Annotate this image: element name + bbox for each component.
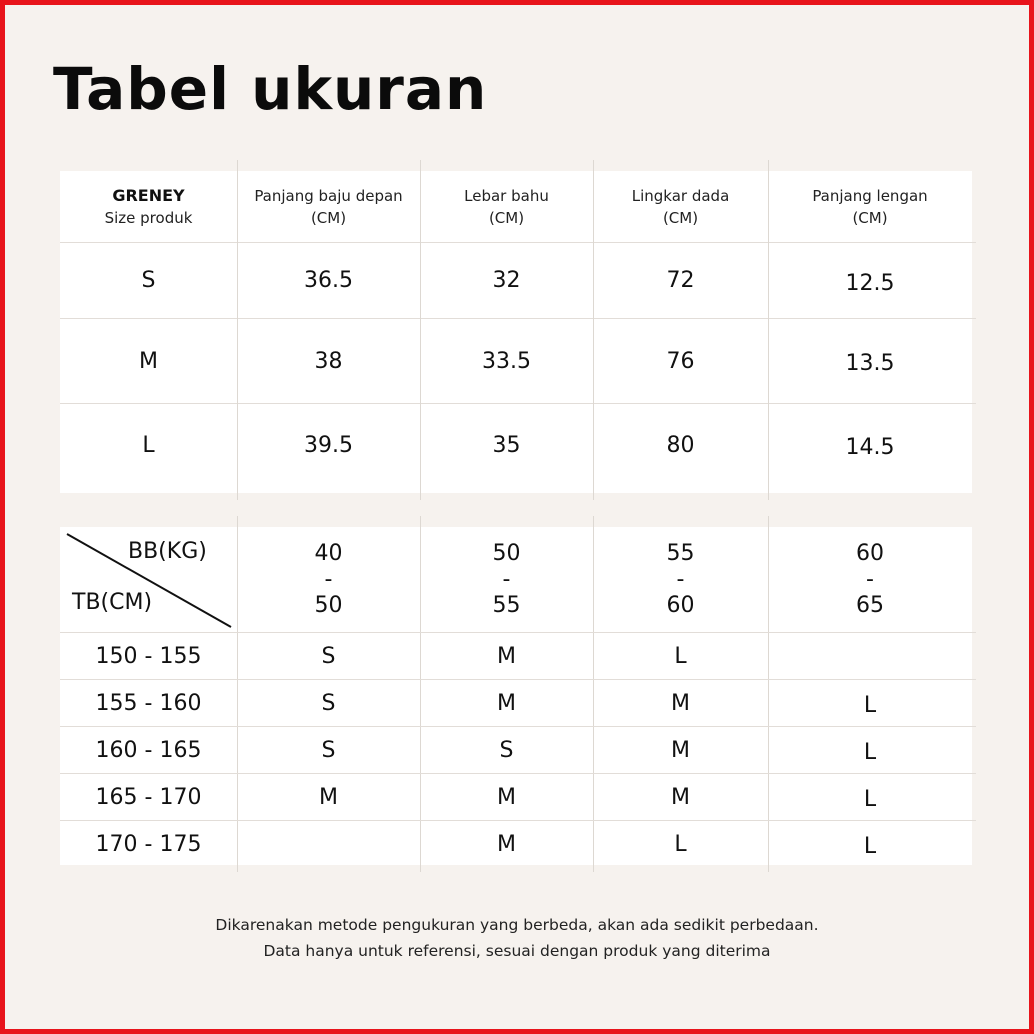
column-header bbox=[768, 171, 972, 242]
range-from: 50 bbox=[492, 540, 521, 566]
table-cell: 33.5 bbox=[482, 348, 531, 374]
fit-cell: M bbox=[497, 784, 516, 810]
size-label: M bbox=[139, 348, 158, 374]
fit-cell: L bbox=[674, 831, 687, 857]
fit-cell: S bbox=[321, 690, 336, 716]
column-header-unit: (CM) bbox=[662, 208, 699, 227]
range-to: 65 bbox=[856, 592, 884, 618]
fit-cell: M bbox=[671, 690, 690, 716]
table-cell: 72 bbox=[666, 268, 695, 293]
column-header bbox=[593, 171, 768, 242]
table-cell: 38 bbox=[314, 348, 343, 374]
table-cell: 12.5 bbox=[845, 270, 895, 296]
range-to: 55 bbox=[492, 592, 521, 618]
range-from: 55 bbox=[666, 540, 695, 566]
fit-cell: S bbox=[321, 737, 336, 763]
fit-cell: L bbox=[674, 643, 687, 669]
fit-cell: L bbox=[863, 833, 877, 859]
column-header-label: Lebar bahu bbox=[464, 186, 549, 205]
column-header bbox=[420, 171, 593, 242]
range-dash: - bbox=[324, 566, 333, 592]
range-from: 40 bbox=[314, 540, 343, 566]
table-cell: 76 bbox=[666, 348, 695, 374]
range-to: 50 bbox=[314, 592, 343, 618]
fit-cell: M bbox=[319, 784, 338, 810]
height-range-label: 150 - 155 bbox=[95, 643, 202, 669]
size-label: S bbox=[141, 268, 156, 293]
height-range-label: 165 - 170 bbox=[95, 784, 202, 810]
table-cell: 36.5 bbox=[304, 268, 353, 293]
brand-subtitle: Size produk bbox=[104, 208, 193, 227]
fit-cell: M bbox=[671, 784, 690, 810]
height-axis-label: TB(CM) bbox=[72, 590, 153, 615]
table-cell: 80 bbox=[666, 432, 695, 458]
range-dash: - bbox=[676, 566, 685, 592]
fit-cell bbox=[237, 821, 420, 867]
column-header-unit: (CM) bbox=[488, 208, 525, 227]
weight-axis-label: BB(KG) bbox=[128, 539, 207, 564]
brand-name: GRENEY bbox=[112, 185, 185, 205]
table-cell: 35 bbox=[492, 432, 521, 458]
size-label: L bbox=[142, 432, 155, 458]
table-cell: 14.5 bbox=[845, 434, 895, 460]
weight-range-header bbox=[420, 527, 593, 632]
column-header-label: Panjang baju depan bbox=[254, 186, 403, 205]
table-cell: 13.5 bbox=[845, 350, 895, 376]
fit-cell: S bbox=[499, 737, 514, 763]
fit-cell: M bbox=[497, 643, 516, 669]
disclaimer-note bbox=[0, 912, 1034, 964]
column-header-label: Lingkar dada bbox=[631, 186, 730, 205]
weight-range-header bbox=[237, 527, 420, 632]
fit-cell: L bbox=[863, 739, 877, 765]
fit-cell: L bbox=[863, 692, 877, 718]
column-header-unit: (CM) bbox=[310, 208, 347, 227]
fit-cell: M bbox=[671, 737, 690, 763]
disclaimer-line-1: Dikarenakan metode pengukuran yang berbeda, akan ada sedikit perbedaan. bbox=[215, 916, 819, 934]
page-title: Tabel ukuran bbox=[53, 55, 488, 123]
range-dash: - bbox=[502, 566, 511, 592]
fit-cell: L bbox=[863, 786, 877, 812]
size-header-cell bbox=[60, 171, 237, 242]
range-to: 60 bbox=[666, 592, 695, 618]
table-cell: 39.5 bbox=[304, 432, 353, 458]
height-range-label: 170 - 175 bbox=[95, 831, 202, 857]
weight-range-header bbox=[593, 527, 768, 632]
fit-cell bbox=[768, 633, 972, 679]
table-cell: 32 bbox=[492, 268, 521, 293]
height-range-label: 155 - 160 bbox=[95, 690, 202, 716]
column-header-unit: (CM) bbox=[852, 208, 888, 227]
column-header bbox=[237, 171, 420, 242]
fit-cell: S bbox=[321, 643, 336, 669]
fit-cell: M bbox=[497, 831, 516, 857]
weight-range-header bbox=[768, 527, 972, 632]
fit-cell: M bbox=[497, 690, 516, 716]
range-dash: - bbox=[866, 566, 874, 592]
disclaimer-line-2: Data hanya untuk referensi, sesuai dengan produk yang diterima bbox=[263, 942, 771, 960]
height-range-label: 160 - 165 bbox=[95, 737, 202, 763]
range-from: 60 bbox=[856, 540, 884, 566]
column-header-label: Panjang lengan bbox=[812, 186, 928, 205]
